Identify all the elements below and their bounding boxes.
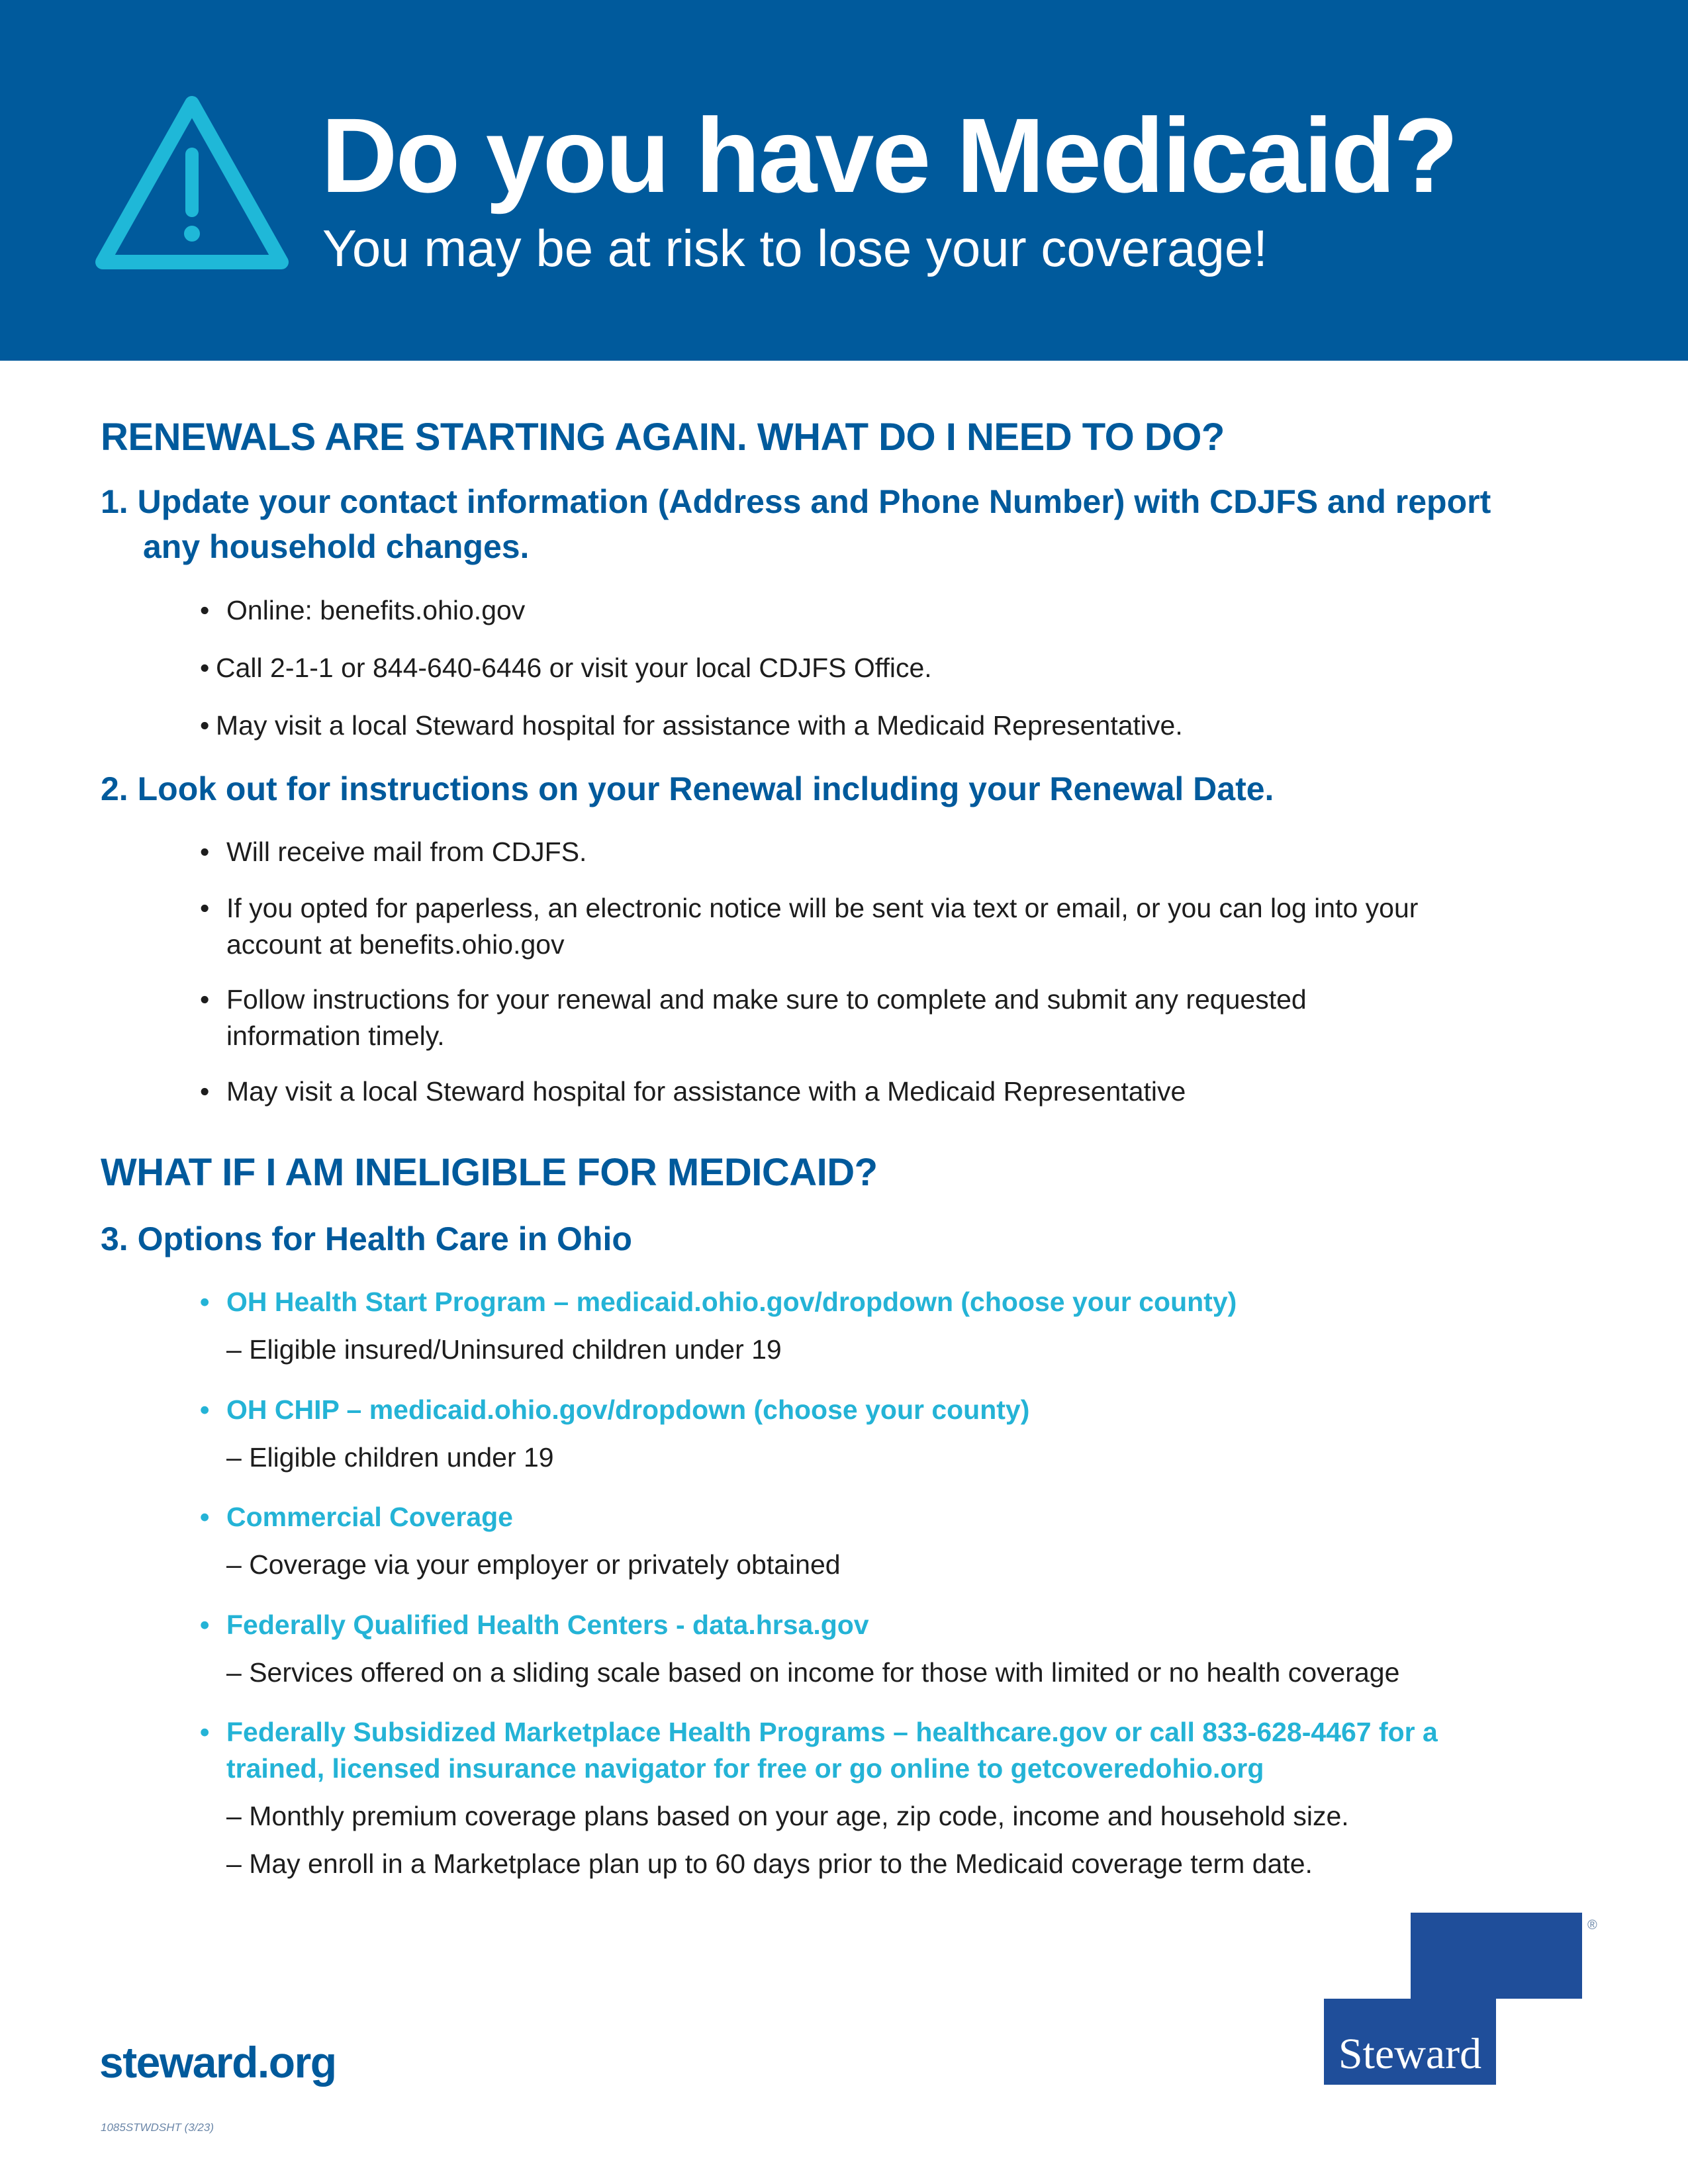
section-title-renewals: RENEWALS ARE STARTING AGAIN. WHAT DO I NEED TO DO? bbox=[101, 416, 1225, 459]
option-desc: – Eligible children under 19 bbox=[226, 1442, 554, 1473]
footer-website-link[interactable]: steward.org bbox=[99, 2038, 336, 2087]
option-title: Commercial Coverage bbox=[226, 1502, 513, 1532]
header-banner bbox=[0, 0, 1688, 361]
list-item: • If you opted for paperless, an electronic notice will be sent via text or email, or you can log into your account at benefits.ohio.gov bbox=[200, 893, 1419, 960]
step-text: Look out for instructions on your Renewal including your Renewal Date. bbox=[137, 770, 1274, 807]
option-title: OH CHIP – medicaid.ohio.gov/dropdown (choose your county) bbox=[226, 1394, 1030, 1425]
page-subtitle: You may be at risk to lose your coverage! bbox=[322, 219, 1268, 277]
step-number: 3. bbox=[101, 1220, 128, 1257]
option-desc: – Monthly premium coverage plans based on your age, zip code, income and household size. bbox=[226, 1801, 1349, 1831]
warning-triangle-icon bbox=[93, 91, 291, 277]
step-text: Update your contact information (Address and Phone Number) with CDJFS and report bbox=[137, 483, 1491, 520]
list-item: • May visit a local Steward hospital for assistance with a Medicaid Representative. bbox=[200, 710, 1183, 741]
option-desc: – May enroll in a Marketplace plan up to 60 days prior to the Medicaid coverage term date. bbox=[226, 1848, 1313, 1879]
option-item: • Commercial Coverage – Coverage via your employer or privately obtained bbox=[200, 1499, 841, 1583]
option-title: OH Health Start Program – medicaid.ohio.gov/dropdown (choose your county) bbox=[226, 1287, 1237, 1317]
option-item: • OH Health Start Program – medicaid.ohio.gov/dropdown (choose your county) – Eligible insured/Uninsured children under 19 bbox=[200, 1284, 1237, 1368]
document-code: 1085STWDSHT (3/23) bbox=[101, 2121, 214, 2134]
step-2-heading bbox=[101, 766, 1274, 811]
step-1-heading bbox=[101, 479, 1491, 524]
registered-mark: ® bbox=[1587, 1918, 1597, 1933]
list-item: • May visit a local Steward hospital for assistance with a Medicaid Representative bbox=[200, 1076, 1186, 1107]
option-item: • Federally Subsidized Marketplace Health Programs – healthcare.gov or call 833-628-4467 for a trained, licensed insurance navigator for free or go online to getcoveredohio.org – Monthly premium coverage plans based on your age, zip code, income and household size. – May enroll in a Marketplace plan up to 60 days prior to the Medicaid coverage term date. bbox=[200, 1714, 1438, 1882]
option-desc: – Coverage via your employer or privately obtained bbox=[226, 1549, 841, 1580]
page-title: Do you have Medicaid? bbox=[321, 96, 1457, 214]
logo-text: Steward bbox=[1338, 2030, 1482, 2078]
step-3-heading bbox=[101, 1216, 632, 1261]
option-item: • OH CHIP – medicaid.ohio.gov/dropdown (choose your county) – Eligible children under 19 bbox=[200, 1392, 1029, 1476]
option-desc: – Eligible insured/Uninsured children under 19 bbox=[226, 1334, 782, 1365]
option-title-cont: trained, licensed insurance navigator for free or go online to getcoveredohio.org bbox=[226, 1753, 1264, 1784]
list-item: • Will receive mail from CDJFS. bbox=[200, 837, 587, 867]
list-item: • Online: benefits.ohio.gov bbox=[200, 595, 526, 625]
option-title: Federally Qualified Health Centers - data.hrsa.gov bbox=[226, 1610, 869, 1640]
steward-logo bbox=[1324, 1913, 1609, 2085]
list-item: • Call 2-1-1 or 844-640-6446 or visit your local CDJFS Office. bbox=[200, 653, 932, 683]
list-item: • Follow instructions for your renewal and make sure to complete and submit any requested information timely. bbox=[200, 984, 1307, 1051]
option-item: • Federally Qualified Health Centers - data.hrsa.gov – Services offered on a sliding scale based on income for those with limited or no health coverage bbox=[200, 1607, 1399, 1691]
step-text: Options for Health Care in Ohio bbox=[137, 1220, 632, 1257]
option-title: Federally Subsidized Marketplace Health Programs – healthcare.gov or call 833-628-4467 for a bbox=[226, 1717, 1438, 1747]
step-1-heading-cont: any household changes. bbox=[143, 528, 530, 565]
section-title-ineligible: WHAT IF I AM INELIGIBLE FOR MEDICAID? bbox=[101, 1151, 878, 1194]
step-number: 2. bbox=[101, 770, 128, 807]
option-desc: – Services offered on a sliding scale based on income for those with limited or no health coverage bbox=[226, 1657, 1400, 1688]
step-number: 1. bbox=[101, 483, 128, 520]
